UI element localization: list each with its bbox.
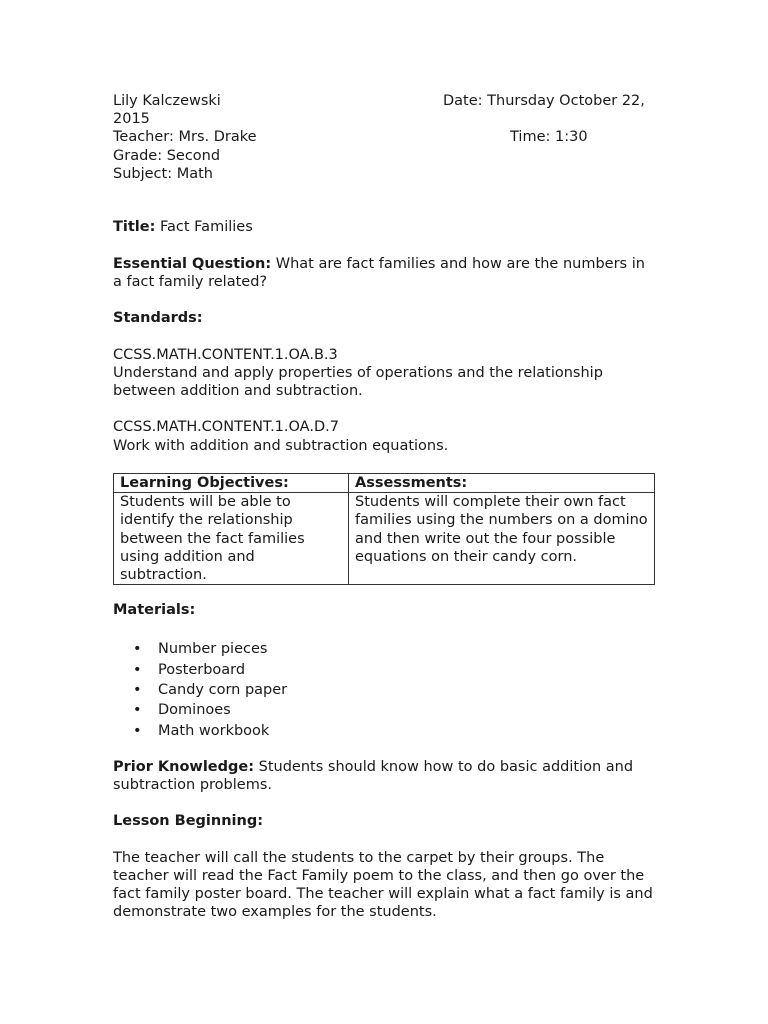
student-name: Lily Kalczewski [113,93,221,109]
list-item: • Dominoes [158,700,658,720]
lesson-time: Time: 1:30 [510,129,588,146]
prior-knowledge-value: Students should know how to do basic addition and subtraction problems. [113,758,634,793]
table-header-assessments: Assessments: [349,473,655,492]
lesson-beginning-heading: Lesson Beginning: [113,813,264,830]
title-value: Fact Families [160,219,253,236]
list-item: • Candy corn paper [158,680,658,700]
essential-question [113,255,658,291]
table-cell-objectives: Students will be able to identify the relationship between the fact families using addition and subtraction. [114,493,349,585]
table-header-objectives: Learning Objectives: [114,473,349,492]
title-label: Title: [113,219,156,236]
grade: Grade: Second [113,147,221,164]
lesson-year: 2015 [113,111,150,128]
list-item: • Posterboard [158,660,658,680]
lesson-beginning-text: The teacher will call the students to the carpet by their groups. The teacher will read the Fact Family poem to the class, and then go over the fact family poster board. The teacher will explain what a fact family is and demonstrate two examples for the students. [113,849,653,921]
materials-heading: Materials: [113,602,196,619]
lesson-date: Date: Thursday October 22, [443,93,645,109]
standard-text-2: Work with addition and subtraction equations. [113,437,449,454]
teacher-name: Teacher: Mrs. Drake [113,129,257,146]
standard-code-1: CCSS.MATH.CONTENT.1.OA.B.3 [113,346,338,363]
table-cell-assessments: Students will complete their own fact families using the numbers on a domino and then write out the four possible equations on their candy corn. [349,493,655,585]
header-row-teacher-time [113,128,658,146]
header-row-subject [113,165,658,183]
lesson-plan-document [113,92,658,922]
standard-code-2: CCSS.MATH.CONTENT.1.OA.D.7 [113,419,339,436]
standards-heading: Standards: [113,310,203,327]
essential-question-value: What are fact families and how are the numbers in a fact family related? [113,255,645,290]
table-header-row [114,473,655,492]
materials-list [113,639,658,740]
objectives-assessments-table [113,473,655,585]
lesson-title [113,218,658,236]
header-row-name-date [113,92,658,110]
header-row-grade [113,147,658,165]
table-row [114,493,655,585]
prior-knowledge [113,758,658,794]
standard-text-1: Understand and apply properties of operations and the relationship between addition and subtraction. [113,364,603,399]
prior-knowledge-label: Prior Knowledge: [113,758,255,775]
list-item: • Number pieces [158,639,658,659]
subject: Subject: Math [113,165,213,182]
essential-question-label: Essential Question: [113,255,272,272]
list-item: • Math workbook [158,721,658,741]
header-row-year [113,110,658,128]
